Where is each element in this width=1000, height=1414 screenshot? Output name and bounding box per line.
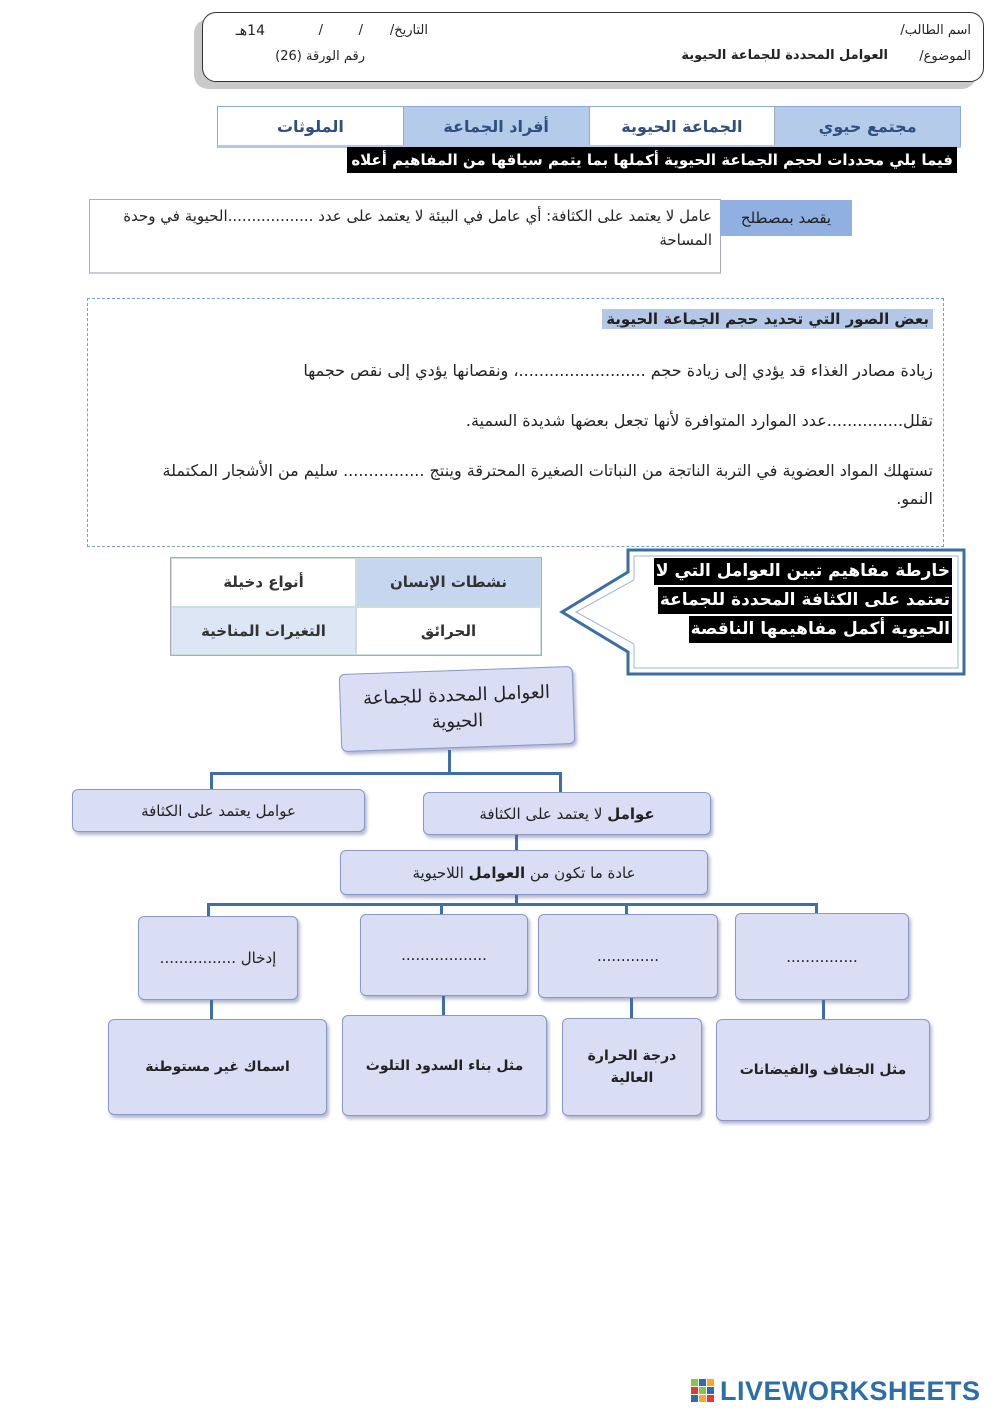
- liveworksheets-brand: [690, 1374, 990, 1408]
- word-cell: نشطات الإنسان: [356, 558, 541, 607]
- usually-pre: عادة ما تكون من: [525, 863, 636, 882]
- subject-value: العوامل المحددة للجماعة الحيوية: [681, 48, 888, 63]
- words-table: [170, 557, 542, 656]
- subject-label: الموضوع/: [919, 49, 971, 64]
- definition-box: [89, 199, 721, 274]
- map-blank-node[interactable]: إدخال ................: [138, 916, 298, 1000]
- note-line-3: الحيوية أكمل مفاهيمها الناقصة: [689, 616, 952, 643]
- pictures-line-3: تستهلك المواد العضوية في التربة الناتجة من النباتات الصغيرة المحترقة وينتج ................ سليم من الأشجار المكتملة النمو.: [162, 461, 933, 508]
- bank-item: الملوثات: [218, 107, 403, 145]
- concept-bank: [217, 106, 961, 148]
- student-name-label: اسم الطالب/: [900, 23, 971, 38]
- bank-item: الجماعة الحيوية: [589, 107, 775, 145]
- pictures-line-1: زيادة مصادر الغذاء قد يؤدي إلى زيادة حجم .........................، ونقصانها يؤدي إلى نقص حجمها: [303, 361, 933, 380]
- date-separator-2: /: [318, 23, 323, 38]
- connector: [630, 998, 633, 1018]
- definition-term-label: يقصد بمصطلح: [720, 200, 852, 236]
- connector: [559, 772, 562, 792]
- map-example-node: مثل الجفاف والفيضانات: [716, 1019, 930, 1121]
- map-blank-node[interactable]: .............: [538, 914, 718, 998]
- pictures-section: [87, 298, 944, 547]
- date-separator-1: /: [358, 23, 363, 38]
- map-example-node: مثل بناء السدود التلوث: [342, 1015, 547, 1116]
- definition-text: عامل لا يعتمد على الكثافة: أي عامل في البيئة لا يعتمد على عدد ..................الحيوية في وحدة المساحة: [123, 207, 712, 249]
- note-line-1: خارطة مفاهيم تبين العوامل التي لا: [654, 558, 952, 585]
- brand-text: LIVEWORKSHEETS: [720, 1375, 981, 1406]
- bank-item: مجتمع حيوي: [774, 107, 960, 145]
- connector: [207, 903, 817, 906]
- map-independent-node: [423, 792, 711, 835]
- map-example-node: درجة الحرارة العالية: [562, 1018, 702, 1116]
- note-line-2: تعتمد على الكثافة المحددة للجماعة: [658, 587, 952, 614]
- date-year: 14هـ: [235, 23, 265, 39]
- word-cell: أنواع دخيلة: [171, 558, 356, 607]
- map-dependent-node: عوامل يعتمد على الكثافة: [72, 789, 365, 832]
- independent-rest: لا يعتمد على الكثافة: [479, 804, 608, 823]
- connector: [515, 835, 518, 851]
- connector: [207, 903, 210, 917]
- usually-post: اللاحيوية: [412, 863, 469, 882]
- connector: [210, 1000, 213, 1019]
- map-root-node: العوامل المحددة للجماعة الحيوية: [339, 666, 576, 752]
- independent-bold: عوامل: [607, 804, 655, 823]
- word-cell: الحرائق: [356, 607, 541, 656]
- liveworksheets-logo-icon: [690, 1378, 716, 1404]
- connector: [210, 772, 562, 775]
- connector: [822, 1000, 825, 1019]
- pictures-line-2: تقلل...............عدد الموارد المتوافرة لأنها تجعل بعضها شديدة السمية.: [465, 411, 933, 430]
- bank-item: أفراد الجماعة: [403, 107, 589, 145]
- connector: [442, 996, 445, 1015]
- map-blank-node[interactable]: ..................: [360, 914, 528, 996]
- connector: [448, 750, 451, 774]
- concept-map-note: [637, 558, 952, 645]
- usually-bold: العوامل: [468, 863, 526, 882]
- map-blank-node[interactable]: ...............: [735, 913, 909, 1000]
- header-box: [202, 12, 984, 82]
- paper-number: رقم الورقة (26): [275, 49, 365, 64]
- date-label: التاريخ/: [389, 23, 428, 38]
- pictures-title: بعض الصور التي تحديد حجم الجماعة الحيوية: [602, 309, 933, 329]
- instruction-banner: فيما يلي محددات لحجم الجماعة الحيوية أكملها بما يتمم سياقها من المفاهيم أعلاه: [347, 147, 957, 173]
- word-cell: التغيرات المناخية: [171, 607, 356, 656]
- map-usually-node: [340, 850, 708, 895]
- connector: [210, 772, 213, 790]
- map-example-node: اسماك غير مستوطنة: [108, 1019, 327, 1115]
